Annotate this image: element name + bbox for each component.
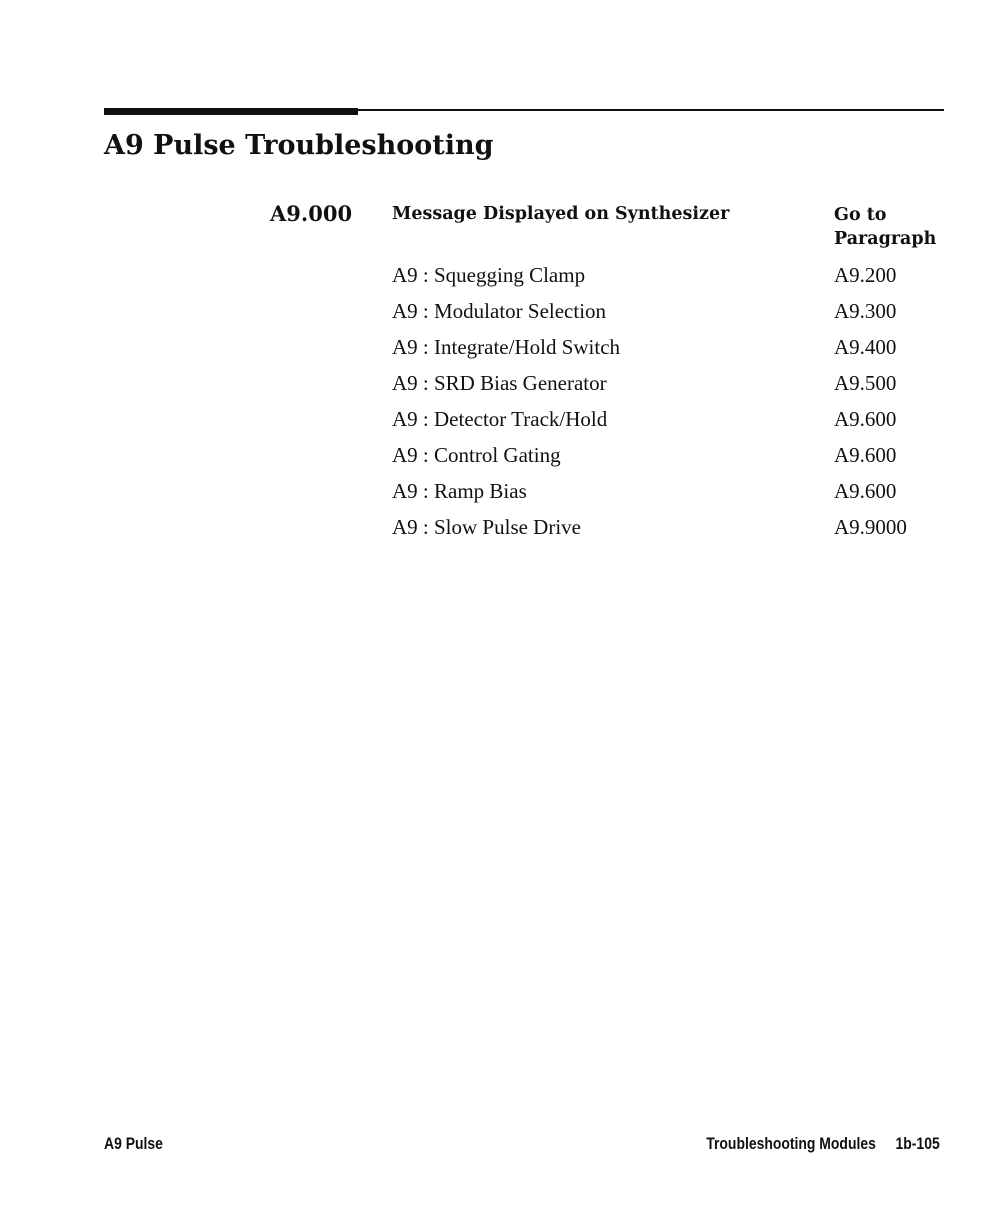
table-row: [392, 514, 952, 550]
row-paragraph: A9.600: [834, 443, 897, 467]
row-message: A9 : Integrate/Hold Switch: [392, 335, 621, 359]
table-row: [392, 370, 952, 406]
table-row: [392, 262, 952, 298]
message-table: [392, 262, 952, 550]
goto-header-line2: Paragraph: [834, 229, 937, 249]
row-message: A9 : Detector Track/Hold: [392, 407, 608, 431]
row-message: A9 : Ramp Bias: [392, 479, 527, 503]
row-paragraph: A9.9000: [834, 515, 907, 539]
header-rule-thick: [104, 108, 358, 115]
table-row: [392, 406, 952, 442]
row-message: A9 : Control Gating: [392, 443, 561, 467]
row-paragraph: A9.600: [834, 479, 897, 503]
table-row: [392, 298, 952, 334]
row-paragraph: A9.600: [834, 407, 897, 431]
table-row: [392, 442, 952, 478]
row-message: A9 : SRD Bias Generator: [392, 371, 607, 395]
row-message: A9 : Squegging Clamp: [392, 263, 586, 287]
message-column-header: Message Displayed on Synthesizer: [392, 204, 730, 224]
page-title: A9 Pulse Troubleshooting: [104, 130, 494, 161]
row-paragraph: A9.300: [834, 299, 897, 323]
footer-right: [707, 1134, 940, 1154]
footer-chapter-label: Troubleshooting Modules: [706, 1134, 877, 1153]
row-message: A9 : Modulator Selection: [392, 299, 607, 323]
row-paragraph: A9.500: [834, 371, 897, 395]
table-row: [392, 478, 952, 514]
row-paragraph: A9.400: [834, 335, 897, 359]
row-paragraph: A9.200: [834, 263, 897, 287]
section-number: A9.000: [270, 201, 353, 226]
table-row: [392, 334, 952, 370]
goto-header-line1: Go to: [834, 205, 887, 225]
goto-column-header: [834, 204, 936, 251]
footer-section-label: A9 Pulse: [104, 1134, 163, 1153]
page-number: 1b-105: [895, 1134, 940, 1153]
row-message: A9 : Slow Pulse Drive: [392, 515, 581, 539]
